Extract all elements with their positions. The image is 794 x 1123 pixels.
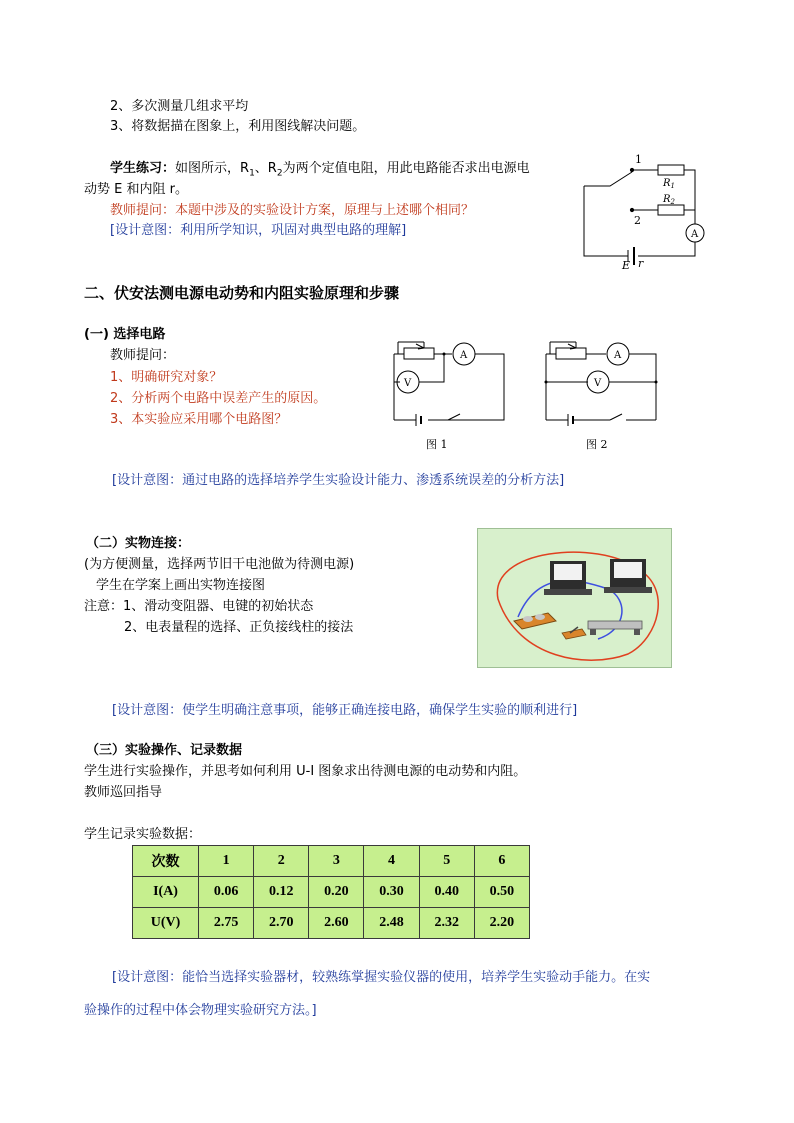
exercise-sep: 、R bbox=[254, 161, 277, 176]
figure-1-caption: 图 1 bbox=[426, 438, 448, 451]
table-row bbox=[133, 877, 530, 908]
data-table bbox=[132, 845, 530, 939]
exercise-label: 学生练习： bbox=[110, 161, 176, 176]
part1-intent: [设计意图：通过电路的选择培养学生实验设计能力、渗透系统误差的分析方法] bbox=[112, 473, 565, 488]
exercise-sub2: 2 bbox=[276, 168, 283, 179]
table-cell: 2.60 bbox=[309, 908, 364, 939]
part2-line1: (为方便测量，选择两节旧干电池做为待测电源) bbox=[84, 557, 355, 572]
table-cell: 3 bbox=[309, 846, 364, 877]
exercise-intent: [设计意图：利用所学知识，巩固对典型电路的理解] bbox=[110, 223, 407, 238]
part2-intent: [设计意图：使学生明确注意事项，能够正确连接电路，确保学生实验的顺利进行] bbox=[112, 703, 578, 718]
table-cell: 2.75 bbox=[199, 908, 254, 939]
exercise-r2-label: $R_2$ bbox=[663, 194, 675, 206]
table-cell: 0.12 bbox=[254, 877, 309, 908]
table-cell: 0.50 bbox=[474, 877, 529, 908]
key-switch-device bbox=[562, 627, 586, 639]
part3-intent-line1: [设计意图：能恰当选择实验器材，较熟练掌握实验仪器的使用，培养学生实验动手能力。在实 bbox=[112, 970, 651, 985]
exercise-sub1: 1 bbox=[249, 168, 255, 179]
battery-holder bbox=[514, 613, 556, 629]
table-cell: 2.32 bbox=[419, 908, 474, 939]
table-cell: 1 bbox=[199, 846, 254, 877]
exercise-line2: 动势 E 和内阻 r。 bbox=[84, 182, 188, 197]
table-cell: 2.48 bbox=[364, 908, 419, 939]
exercise-line1 bbox=[110, 160, 530, 183]
table-cell: 6 bbox=[474, 846, 529, 877]
part1-q2: 2、分析两个电路中误差产生的原因。 bbox=[110, 391, 327, 406]
part2-title: （二）实物连接： bbox=[86, 536, 191, 551]
table-cell: 2.20 bbox=[474, 908, 529, 939]
figure-2-circuit bbox=[540, 338, 670, 453]
step-2: 2、多次测量几组求平均 bbox=[110, 99, 249, 114]
exercise-r-label: r bbox=[638, 257, 644, 270]
part1-q3: 3、本实验应采用哪个电路图？ bbox=[110, 412, 288, 427]
part1-q1: 1、明确研究对象？ bbox=[110, 370, 223, 385]
part3-intent-line2: 验操作的过程中体会物理实验研究方法。] bbox=[84, 1003, 317, 1018]
part3-line1: 学生进行实验操作，并思考如何利用 U-I 图象求出待测电源的电动势和内阻。 bbox=[84, 764, 527, 779]
part3-line3: 学生记录实验数据： bbox=[84, 827, 202, 842]
table-cell: 0.30 bbox=[364, 877, 419, 908]
table-cell: 0.06 bbox=[199, 877, 254, 908]
table-cell: 5 bbox=[419, 846, 474, 877]
figure-1-circuit bbox=[388, 338, 518, 453]
part3-line2: 教师巡回指导 bbox=[84, 785, 163, 800]
table-cell: 2.70 bbox=[254, 908, 309, 939]
figure-2-voltmeter-label: V bbox=[594, 378, 602, 389]
exercise-question: 教师提问：本题中涉及的实验设计方案，原理与上述哪个相同？ bbox=[110, 203, 475, 218]
step-3: 3、将数据描在图象上，利用图线解决问题。 bbox=[110, 119, 366, 134]
exercise-text-b: 为两个定值电阻，用此电路能否求出电源电 bbox=[282, 161, 530, 176]
exercise-emf-label: E bbox=[622, 259, 631, 272]
exercise-r1-label: $R_1$ bbox=[663, 178, 675, 190]
figure-1-ammeter-label: A bbox=[460, 350, 468, 361]
table-cell: 0.40 bbox=[419, 877, 474, 908]
part1-title: (一) 选择电路 bbox=[84, 327, 166, 342]
exercise-ammeter-label: A bbox=[691, 229, 699, 240]
table-row bbox=[133, 846, 530, 877]
voltmeter-device bbox=[544, 561, 592, 595]
table-cell: 2 bbox=[254, 846, 309, 877]
table-cell: I(A) bbox=[133, 877, 199, 908]
part2-line2: 学生在学案上画出实物连接图 bbox=[96, 578, 266, 593]
ammeter-device bbox=[604, 559, 652, 593]
part2-line4: 2、电表量程的选择、正负接线柱的接法 bbox=[124, 620, 354, 635]
figure-2-caption: 图 2 bbox=[586, 438, 608, 451]
table-cell: 次数 bbox=[133, 846, 199, 877]
part2-line3: 注意：1、滑动变阻器、电键的初始状态 bbox=[84, 599, 314, 614]
table-cell: 0.20 bbox=[309, 877, 364, 908]
apparatus-photo bbox=[477, 528, 672, 668]
figure-1-voltmeter-label: V bbox=[404, 378, 412, 389]
table-cell: U(V) bbox=[133, 908, 199, 939]
rheostat-device bbox=[588, 621, 642, 635]
table-cell: 4 bbox=[364, 846, 419, 877]
part3-title: （三）实验操作、记录数据 bbox=[86, 743, 243, 758]
exercise-circuit-diagram bbox=[580, 150, 710, 270]
exercise-switch-pos2: 2 bbox=[634, 214, 641, 227]
exercise-switch-pos1: 1 bbox=[635, 153, 642, 166]
section2-title: 二、伏安法测电源电动势和内阻实验原理和步骤 bbox=[84, 284, 400, 302]
exercise-text-a: 如图所示，R bbox=[175, 161, 250, 176]
part1-prompt: 教师提问： bbox=[110, 348, 176, 363]
table-row bbox=[133, 908, 530, 939]
figure-2-ammeter-label: A bbox=[614, 350, 622, 361]
